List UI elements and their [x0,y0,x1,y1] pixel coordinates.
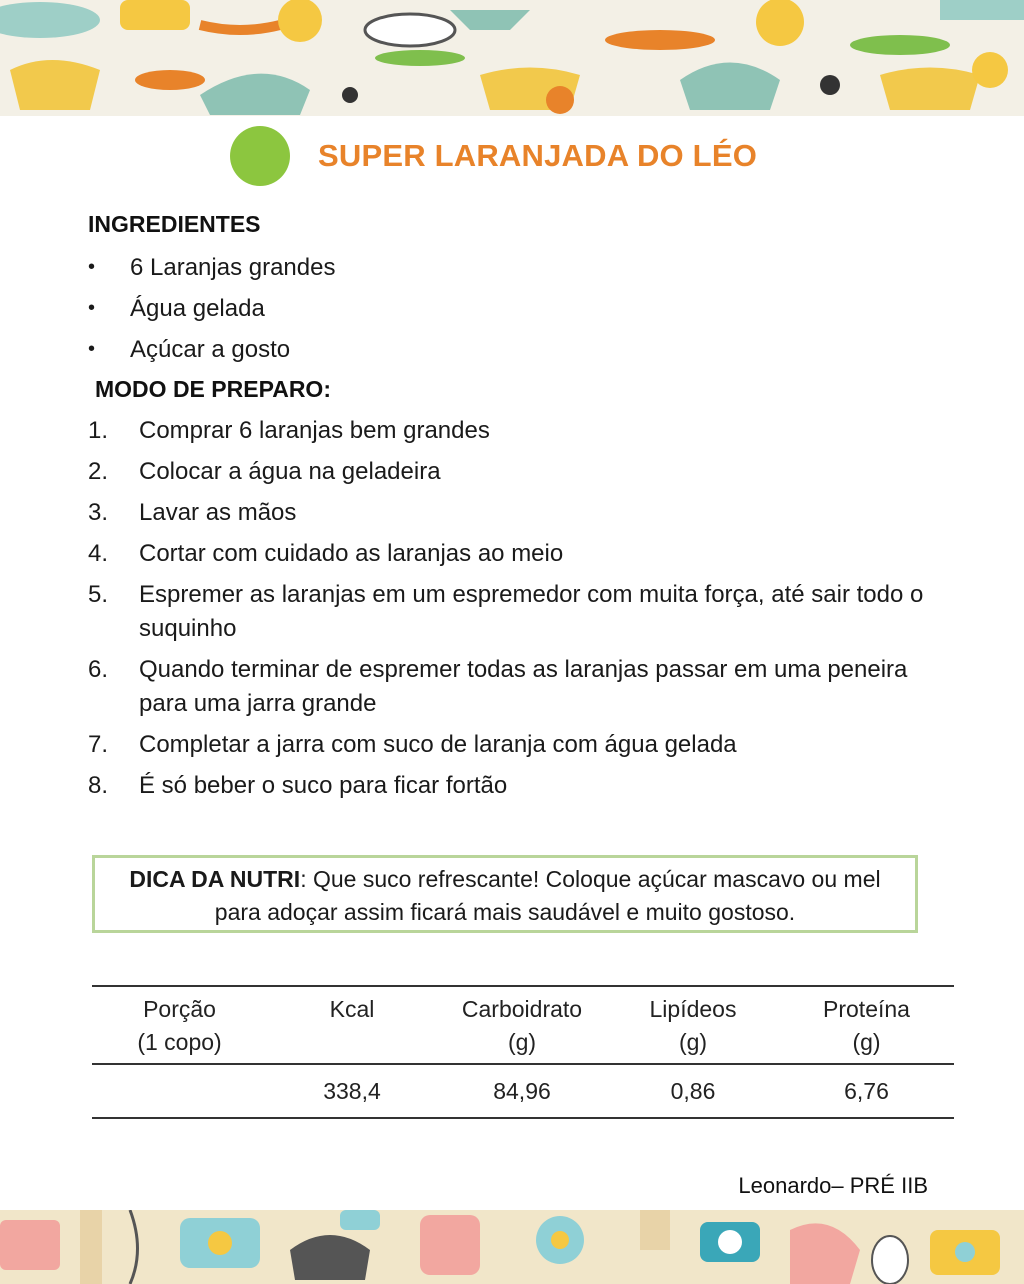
nutrition-tip-box [92,855,918,933]
list-item [88,728,948,762]
step-text: Espremer as laranjas em um espremedor com muita força, até sair todo o suquinho [139,581,924,642]
step-text: Comprar 6 laranjas bem grandes [139,417,490,444]
tip-line-1 [95,863,915,896]
nutrition-table [92,985,954,1119]
cell-protein: 6,76 [844,1077,889,1104]
column-header-lipids: Lipídeos (g) [649,996,737,1055]
step-number: 6. [88,656,109,683]
bullet-icon: • [88,297,96,319]
column-header-protein: Proteína (g) [823,996,910,1055]
column-header-kcal: Kcal [329,996,375,1022]
tip-separator: : [300,866,307,892]
kitchen-pattern-top [0,0,1024,116]
list-item [88,455,948,489]
cell-lipids: 0,86 [670,1077,716,1104]
list-item [88,496,948,530]
step-text: Colocar a água na geladeira [139,458,441,485]
bottom-decorative-banner [0,1210,1024,1284]
tip-label: DICA DA NUTRI [129,866,301,892]
list-item [88,769,948,803]
step-text: Completar a jarra com suco de laranja com água gelada [139,731,737,758]
column-header-carbs: Carboidrato (g) [461,996,583,1055]
list-item [88,653,948,721]
column-header-portion: Porção (1 copo) [137,996,222,1055]
tip-text-2: para adoçar assim ficará mais saudável e muito gostoso. [214,899,796,925]
cell-portion [92,1064,267,1118]
step-number: 3. [88,499,109,526]
ingredient-text: Água gelada [130,295,265,322]
recipe-title: SUPER LARANJADA DO LÉO [318,138,758,173]
step-number: 1. [88,417,109,444]
preparation-steps [88,414,948,810]
preparation-heading: MODO DE PREPARO: [95,376,331,402]
list-item [88,578,948,646]
list-item [88,329,335,370]
top-decorative-banner [0,0,1024,116]
bullet-icon: • [88,338,96,360]
step-text: Lavar as mãos [139,499,297,526]
tip-text-1: Que suco refrescante! Coloque açúcar mascavo ou mel [306,866,881,892]
table-row [92,1064,954,1118]
kitchen-pattern-bottom [0,1210,1024,1284]
ingredient-text: 6 Laranjas grandes [130,254,336,281]
step-text: É só beber o suco para ficar fortão [139,772,508,799]
cell-kcal: 338,4 [323,1077,381,1104]
bullet-icon: • [88,256,96,278]
ingredients-heading: INGREDIENTES [88,211,261,237]
list-item [88,414,948,448]
step-number: 8. [88,772,109,799]
list-item [88,537,948,571]
table-header-row [92,986,954,1064]
step-number: 4. [88,540,109,567]
ingredient-text: Açúcar a gosto [130,336,291,363]
step-number: 7. [88,731,109,758]
step-text: Quando terminar de espremer todas as laranjas passar em uma peneira para uma jarra grande [139,656,908,717]
author-credit: Leonardo– PRÉ IIB [738,1173,928,1198]
title-row [230,124,757,188]
cell-carbs: 84,96 [493,1077,551,1104]
step-number: 2. [88,458,109,485]
ingredients-list [88,247,335,370]
list-item [88,288,335,329]
green-circle-icon [230,126,290,186]
step-number: 5. [88,581,109,608]
step-text: Cortar com cuidado as laranjas ao meio [139,540,564,567]
list-item [88,247,335,288]
